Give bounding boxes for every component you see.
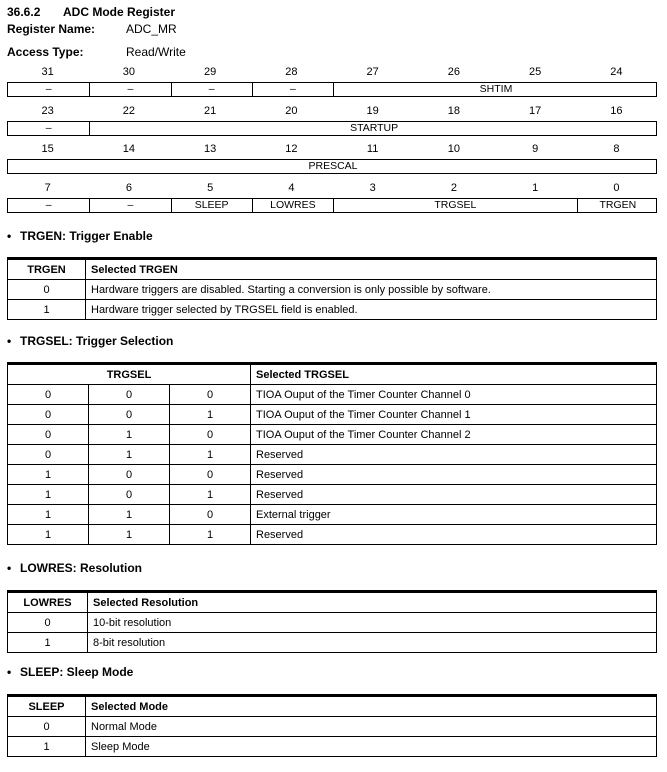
bit-number: 4 [288,181,295,194]
register-name-value: ADC_MR [126,22,177,36]
bit-number: 16 [610,104,623,117]
register-field: TRGEN [577,199,658,212]
section-header [7,5,175,19]
table-row [8,280,657,300]
table-header-row [8,364,657,385]
bit-number: 11 [366,143,379,155]
bit-number: 22 [122,104,135,117]
table-row [8,525,657,545]
description-cell: 10-bit resolution [88,613,657,633]
bit-number: 23 [41,104,54,117]
value-cell: 1 [8,525,89,545]
table-header-row [8,696,657,717]
value-cell: 1 [170,525,251,545]
register-field-row [7,121,657,136]
value-cell: 1 [89,505,170,525]
description-cell: TIOA Ouput of the Timer Counter Channel 1 [251,405,657,425]
sleep-col-value: SLEEP [8,696,86,717]
trgsel-table [7,362,657,545]
bit-number: 9 [532,143,539,155]
register-field-row [7,198,657,213]
value-cell: 1 [170,445,251,465]
bit-number-row [7,182,657,196]
value-cell: 1 [89,525,170,545]
register-field: – [45,198,52,211]
bit-number-row [7,143,657,157]
bit-number: 26 [447,66,460,78]
value-cell: 1 [170,405,251,425]
value-cell: 0 [8,425,89,445]
access-type-line [7,45,186,59]
lowres-heading-text: LOWRES: Resolution [20,561,142,575]
bit-number: 25 [529,66,542,78]
value-cell: 0 [8,385,89,405]
description-cell: External trigger [251,505,657,525]
sleep-col-desc: Selected Mode [86,696,657,717]
description-cell: Reserved [251,485,657,505]
value-cell: 1 [8,737,86,757]
bit-number: 0 [613,181,620,194]
bit-number: 10 [447,143,460,155]
trgen-heading-text: TRGEN: Trigger Enable [20,229,153,243]
description-cell: Reserved [251,445,657,465]
trgsel-col-value: TRGSEL [8,364,251,385]
register-field-row [7,82,657,97]
register-field: – [45,83,52,95]
register-field: SLEEP [171,199,252,212]
trgsel-col-desc: Selected TRGSEL [251,364,657,385]
bit-number: 17 [529,104,542,117]
bit-number: 3 [369,181,376,194]
register-field: – [252,83,333,96]
value-cell: 0 [170,425,251,445]
value-cell: 0 [8,613,88,633]
register-field: LOWRES [252,199,333,212]
bit-number: 7 [44,181,51,194]
description-cell: Reserved [251,465,657,485]
table-row [8,465,657,485]
description-cell: Hardware trigger selected by TRGSEL field is enabled. [86,300,657,320]
bit-number: 13 [204,143,217,155]
value-cell: 1 [8,300,86,320]
trgen-col-desc: Selected TRGEN [86,259,657,280]
register-field: PRESCAL [308,160,358,172]
value-cell: 1 [8,465,89,485]
bit-number: 12 [285,143,298,155]
bit-number: 8 [613,143,620,155]
value-cell: 1 [89,445,170,465]
value-cell: 1 [8,485,89,505]
register-name-label: Register Name: [7,22,96,36]
table-row [8,505,657,525]
bit-number: 19 [366,104,379,117]
description-cell: TIOA Ouput of the Timer Counter Channel 2 [251,425,657,445]
description-cell: Reserved [251,525,657,545]
description-cell: 8-bit resolution [88,633,657,653]
bit-number: 5 [207,181,214,194]
table-row [8,485,657,505]
bit-number: 1 [532,181,539,194]
value-cell: 0 [8,280,86,300]
table-row [8,717,657,737]
value-cell: 0 [170,385,251,405]
register-name-line [7,22,177,36]
value-cell: 0 [170,465,251,485]
access-type-value: Read/Write [126,45,186,59]
description-cell: TIOA Ouput of the Timer Counter Channel 0 [251,385,657,405]
value-cell: 0 [8,445,89,465]
bullet-icon: • [7,229,12,243]
bullet-icon: • [7,665,12,679]
register-field-row [7,159,657,174]
bit-number: 15 [41,143,54,155]
bit-number: 20 [285,104,298,117]
value-cell: 0 [170,505,251,525]
value-cell: 1 [89,425,170,445]
bit-number-row [7,105,657,119]
description-cell: Normal Mode [86,717,657,737]
table-row [8,633,657,653]
bit-number: 24 [610,66,623,78]
lowres-heading [7,561,142,575]
lowres-table [7,590,657,653]
register-field: SHTIM [333,83,658,96]
table-row [8,300,657,320]
table-row [8,445,657,465]
bit-number: 29 [204,66,217,78]
register-field: STARTUP [89,122,658,135]
table-row [8,737,657,757]
register-field: – [171,83,252,96]
description-cell: Sleep Mode [86,737,657,757]
value-cell: 0 [89,385,170,405]
access-type-label: Access Type: [7,45,84,59]
description-cell: Hardware triggers are disabled. Starting a conversion is only possible by software. [86,280,657,300]
bit-number: 18 [447,104,460,117]
value-cell: 0 [8,405,89,425]
sleep-heading [7,665,133,679]
trgen-table [7,257,657,320]
bit-number: 2 [450,181,457,194]
section-title: ADC Mode Register [63,5,176,19]
value-cell: 0 [8,717,86,737]
bit-number: 28 [285,66,298,78]
value-cell: 1 [8,633,88,653]
register-field: – [45,121,52,134]
table-row [8,385,657,405]
register-field: TRGSEL [333,199,577,212]
trgsel-heading [7,334,173,348]
table-row [8,613,657,633]
section-number: 36.6.2 [7,5,41,19]
bit-number: 27 [366,66,379,78]
lowres-col-value: LOWRES [8,592,88,613]
register-field: – [89,199,170,212]
bullet-icon: • [7,334,12,348]
table-header-row [8,592,657,613]
trgen-col-value: TRGEN [8,259,86,280]
bit-number: 31 [41,66,54,78]
trgsel-heading-text: TRGSEL: Trigger Selection [20,334,174,348]
bullet-icon: • [7,561,12,575]
value-cell: 0 [89,405,170,425]
table-header-row [8,259,657,280]
register-field: – [89,83,170,96]
value-cell: 0 [89,485,170,505]
bit-number: 30 [122,66,135,78]
trgen-heading [7,229,153,243]
table-row [8,425,657,445]
bit-number: 21 [204,104,217,117]
lowres-col-desc: Selected Resolution [88,592,657,613]
table-row [8,405,657,425]
sleep-heading-text: SLEEP: Sleep Mode [20,665,134,679]
value-cell: 1 [170,485,251,505]
bit-number: 14 [122,143,135,155]
bit-number: 6 [125,181,132,194]
value-cell: 1 [8,505,89,525]
bit-number-row [7,66,657,80]
sleep-table [7,694,657,757]
value-cell: 0 [89,465,170,485]
